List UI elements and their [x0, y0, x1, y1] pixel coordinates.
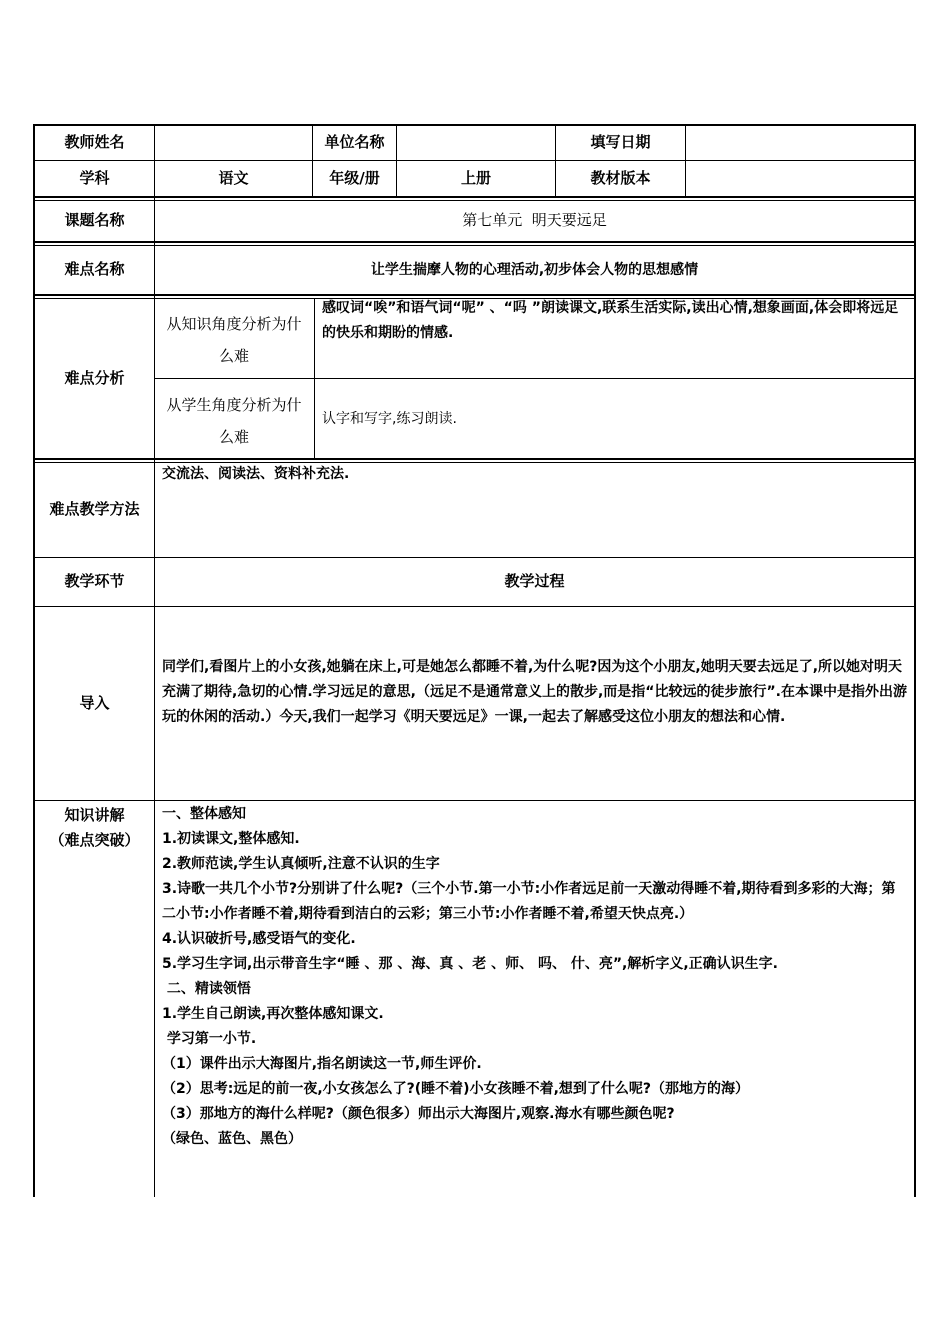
- difficulty-label: 难点名称: [64, 260, 125, 279]
- intro-text: 同学们,看图片上的小女孩,她躺在床上,可是她怎么都睡不着,为什么呢?因为这个小朋友,她明天要去远足了,所以她对明天充满了期待,急切的心情.学习远足的意思,（远足不是通常意义上的散步,而是指“比较远的徒步旅行”.在本课中是指外出游玩的休闲的活动.）今天,我们一起学习《明天要远足》一课,一起去了解感受这位小朋友的想法和心情.: [162, 659, 907, 725]
- difficulty-value: 让学生揣摩人物的心理活动,初步体会人物的思想感情: [370, 261, 699, 278]
- knowledge-line: （绿色、蓝色、黑色）: [162, 1131, 302, 1147]
- knowledge-label-line2: （难点突破）: [49, 831, 140, 849]
- row-divider: [33, 800, 916, 801]
- teacher-name-value[interactable]: [155, 126, 312, 160]
- unit-name-label: 单位名称: [324, 133, 385, 152]
- row-divider: [33, 458, 916, 460]
- knowledge-content: [162, 802, 908, 1152]
- process-label: 教学过程: [504, 572, 565, 591]
- analysis-label: 难点分析: [64, 368, 125, 387]
- knowledge-line: （3）那地方的海什么样呢?（颜色很多）师出示大海图片,观察.海水有哪些颜色呢?: [162, 1106, 675, 1122]
- knowledge-line: 2.教师范读,学生认真倾听,注意不认识的生字: [162, 856, 440, 872]
- knowledge-section-label: [35, 803, 154, 855]
- grade-label: 年级/册: [329, 168, 380, 187]
- stage-label: 教学环节: [64, 572, 125, 591]
- intro-label: 导入: [79, 693, 110, 712]
- knowledge-line: 1.初读课文,整体感知.: [162, 831, 300, 847]
- grade-value: 上册: [460, 168, 491, 187]
- fill-date-label: 填写日期: [590, 133, 651, 152]
- subject-label: 学科: [79, 168, 110, 187]
- knowledge-line: （2）思考:远足的前一夜,小女孩怎么了?(睡不着)小女孩睡不着,想到了什么呢?（那地方的海）: [162, 1081, 750, 1097]
- textbook-label: 教材版本: [590, 168, 651, 187]
- knowledge-line: （1）课件出示大海图片,指名朗读这一节,师生评价.: [162, 1056, 482, 1072]
- row-divider: [33, 606, 916, 607]
- method-label: 难点教学方法: [49, 500, 140, 519]
- topic-label: 课题名称: [64, 211, 125, 230]
- row-divider: [154, 378, 916, 379]
- student-angle-label: 从学生角度分析为什么难: [166, 396, 302, 446]
- teacher-name-label: 教师姓名: [64, 133, 125, 152]
- knowledge-line: 一、整体感知: [162, 806, 246, 822]
- row-divider: [33, 196, 916, 198]
- knowledge-line: 二、精读领悟: [162, 981, 251, 997]
- knowledge-line: 3.诗歌一共几个小节?分别讲了什么呢?（三个小节.第一小节:小作者远足前一天激动得睡不着,期待看到多彩的大海；第二小节:小作者睡不着,期待看到洁白的云彩；第三小节:小作者睡不着,希望天快点亮.）: [162, 881, 896, 922]
- method-value: 交流法、阅读法、资料补充法.: [162, 466, 350, 482]
- student-angle-text: 认字和写字,练习朗读.: [322, 411, 457, 427]
- unit-name-value[interactable]: [397, 126, 555, 160]
- knowledge-line: 1.学生自己朗读,再次整体感知课文.: [162, 1006, 384, 1022]
- knowledge-angle-label: 从知识角度分析为什么难: [166, 315, 302, 365]
- knowledge-line: 学习第一小节.: [162, 1031, 257, 1047]
- knowledge-label-line1: 知识讲解: [64, 806, 125, 824]
- topic-value: 第七单元 明天要远足: [462, 211, 607, 230]
- textbook-value[interactable]: [686, 161, 914, 196]
- fill-date-value[interactable]: [686, 126, 914, 160]
- knowledge-line: 4.认识破折号,感受语气的变化.: [162, 931, 356, 947]
- column-divider: [314, 298, 315, 458]
- row-divider: [33, 241, 916, 243]
- knowledge-angle-text: 感叹词“唉”和语气词“呢” 、“吗 ”朗读课文,联系生活实际,读出心情,想象画面,体会即将远足的快乐和期盼的情感.: [322, 300, 899, 341]
- subject-value: 语文: [218, 168, 249, 187]
- knowledge-line: 5.学习生字词,出示带音生字“睡 、那 、海、真 、老 、师、 吗、 什、亮”,解析字义,正确认识生字.: [162, 956, 778, 972]
